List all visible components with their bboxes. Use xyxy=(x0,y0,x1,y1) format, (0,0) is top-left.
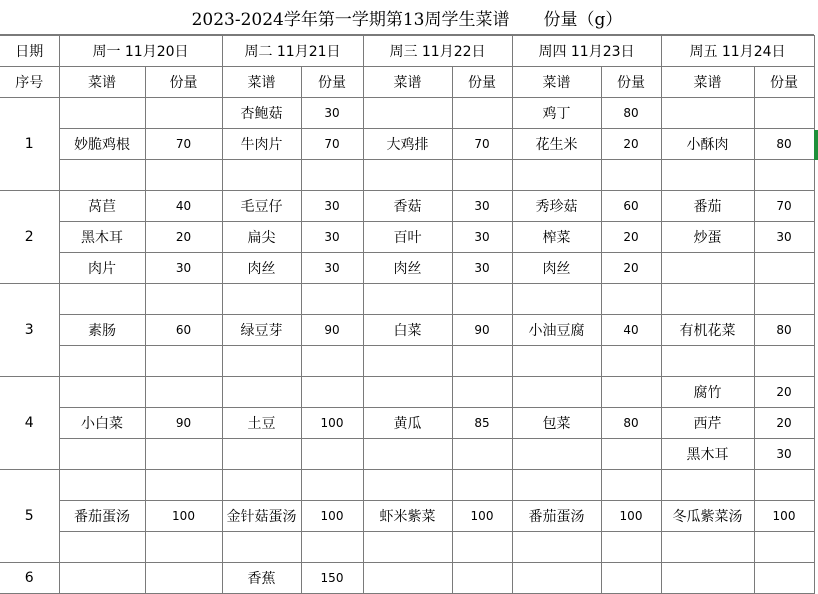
dish-cell[interactable]: 百叶 xyxy=(363,222,452,253)
qty-cell[interactable] xyxy=(754,160,814,191)
qty-cell[interactable] xyxy=(754,346,814,377)
dish-cell[interactable] xyxy=(222,160,301,191)
qty-cell[interactable]: 100 xyxy=(301,501,363,532)
qty-label-fri[interactable]: 份量 xyxy=(754,67,814,98)
qty-cell[interactable]: 20 xyxy=(754,408,814,439)
dish-cell[interactable] xyxy=(512,346,601,377)
date-label-cell[interactable]: 日期 xyxy=(0,36,59,67)
dish-cell[interactable]: 榨菜 xyxy=(512,222,601,253)
qty-cell[interactable]: 70 xyxy=(301,129,363,160)
qty-cell[interactable]: 90 xyxy=(301,315,363,346)
qty-cell[interactable] xyxy=(601,563,661,594)
table-row xyxy=(0,346,814,377)
dish-cell[interactable]: 土豆 xyxy=(222,408,301,439)
qty-cell[interactable]: 100 xyxy=(452,501,512,532)
index-cell[interactable]: 5 xyxy=(0,470,59,563)
dish-cell[interactable]: 香菇 xyxy=(363,191,452,222)
dish-cell[interactable] xyxy=(363,377,452,408)
qty-cell[interactable] xyxy=(145,160,222,191)
table-row xyxy=(0,439,814,470)
dish-cell[interactable]: 番茄蛋汤 xyxy=(512,501,601,532)
qty-cell[interactable] xyxy=(601,470,661,501)
table-row xyxy=(0,191,814,222)
dish-cell[interactable]: 鸡丁 xyxy=(512,98,601,129)
title-text: 2023-2024学年第一学期第13周学生菜谱 xyxy=(191,9,510,30)
dish-cell[interactable]: 秀珍菇 xyxy=(512,191,601,222)
qty-label-tue[interactable]: 份量 xyxy=(301,67,363,98)
qty-cell[interactable]: 30 xyxy=(301,222,363,253)
dish-cell[interactable]: 小白菜 xyxy=(59,408,145,439)
qty-cell[interactable]: 40 xyxy=(601,315,661,346)
qty-cell[interactable] xyxy=(601,377,661,408)
qty-cell[interactable] xyxy=(452,377,512,408)
qty-cell[interactable]: 90 xyxy=(145,408,222,439)
qty-cell[interactable]: 30 xyxy=(301,191,363,222)
dish-label-fri[interactable]: 菜谱 xyxy=(661,67,754,98)
qty-cell[interactable] xyxy=(145,439,222,470)
qty-cell[interactable]: 30 xyxy=(301,253,363,284)
qty-cell[interactable]: 20 xyxy=(145,222,222,253)
qty-cell[interactable] xyxy=(301,160,363,191)
dish-cell[interactable]: 牛肉片 xyxy=(222,129,301,160)
dish-cell[interactable]: 腐竹 xyxy=(661,377,754,408)
qty-cell[interactable] xyxy=(601,160,661,191)
day-header-mon[interactable]: 周一 11月20日 xyxy=(59,36,222,67)
dish-cell[interactable]: 妙脆鸡根 xyxy=(59,129,145,160)
dish-cell[interactable]: 肉片 xyxy=(59,253,145,284)
dish-cell[interactable] xyxy=(222,532,301,563)
dish-cell[interactable] xyxy=(363,532,452,563)
dish-cell[interactable] xyxy=(59,563,145,594)
qty-cell[interactable]: 30 xyxy=(301,98,363,129)
qty-cell[interactable]: 60 xyxy=(601,191,661,222)
dish-cell[interactable]: 黑木耳 xyxy=(59,222,145,253)
table-row xyxy=(0,532,814,563)
qty-cell[interactable]: 100 xyxy=(301,408,363,439)
dish-cell[interactable]: 小酥肉 xyxy=(661,129,754,160)
qty-cell[interactable] xyxy=(452,470,512,501)
qty-cell[interactable]: 20 xyxy=(601,222,661,253)
dish-cell[interactable] xyxy=(512,377,601,408)
dish-cell[interactable]: 肉丝 xyxy=(512,253,601,284)
dish-cell[interactable] xyxy=(222,439,301,470)
dish-cell[interactable]: 番茄蛋汤 xyxy=(59,501,145,532)
index-cell[interactable]: 2 xyxy=(0,191,59,284)
qty-cell[interactable]: 100 xyxy=(601,501,661,532)
sheet-title xyxy=(0,0,814,34)
dish-cell[interactable] xyxy=(661,160,754,191)
dish-cell[interactable]: 白菜 xyxy=(363,315,452,346)
dish-cell[interactable] xyxy=(222,377,301,408)
index-cell[interactable]: 4 xyxy=(0,377,59,470)
qty-cell[interactable]: 80 xyxy=(601,98,661,129)
dish-cell[interactable] xyxy=(512,563,601,594)
qty-cell[interactable]: 30 xyxy=(754,222,814,253)
dish-cell[interactable]: 大鸡排 xyxy=(363,129,452,160)
dish-cell[interactable]: 番茄 xyxy=(661,191,754,222)
qty-cell[interactable] xyxy=(301,377,363,408)
qty-cell[interactable]: 80 xyxy=(601,408,661,439)
qty-cell[interactable] xyxy=(452,284,512,315)
dish-cell[interactable] xyxy=(222,284,301,315)
dish-cell[interactable]: 花生米 xyxy=(512,129,601,160)
dish-cell[interactable] xyxy=(661,253,754,284)
dish-cell[interactable] xyxy=(222,470,301,501)
index-cell[interactable]: 1 xyxy=(0,98,59,191)
table-row xyxy=(0,222,814,253)
qty-cell[interactable] xyxy=(452,439,512,470)
qty-cell[interactable] xyxy=(145,98,222,129)
dish-cell[interactable]: 冬瓜紫菜汤 xyxy=(661,501,754,532)
dish-cell[interactable]: 黄瓜 xyxy=(363,408,452,439)
dish-cell[interactable] xyxy=(222,346,301,377)
dish-cell[interactable] xyxy=(512,284,601,315)
table-row xyxy=(0,470,814,501)
menu-table xyxy=(0,35,815,594)
qty-cell[interactable] xyxy=(754,532,814,563)
dish-cell[interactable]: 杏鲍菇 xyxy=(222,98,301,129)
day-header-thu[interactable]: 周四 11月23日 xyxy=(512,36,661,67)
dish-cell[interactable]: 扁尖 xyxy=(222,222,301,253)
qty-cell[interactable] xyxy=(754,470,814,501)
dish-label-tue[interactable]: 菜谱 xyxy=(222,67,301,98)
qty-label-thu[interactable]: 份量 xyxy=(601,67,661,98)
dish-cell[interactable] xyxy=(512,470,601,501)
dish-cell[interactable]: 虾米紫菜 xyxy=(363,501,452,532)
dish-cell[interactable] xyxy=(59,98,145,129)
qty-cell[interactable] xyxy=(754,284,814,315)
index-label-cell[interactable]: 序号 xyxy=(0,67,59,98)
qty-cell[interactable] xyxy=(601,346,661,377)
dish-cell[interactable] xyxy=(59,439,145,470)
dish-cell[interactable]: 肉丝 xyxy=(363,253,452,284)
dish-cell[interactable] xyxy=(59,346,145,377)
dish-cell[interactable] xyxy=(59,377,145,408)
dish-label-mon[interactable]: 菜谱 xyxy=(59,67,145,98)
qty-cell[interactable] xyxy=(301,346,363,377)
qty-cell[interactable] xyxy=(301,284,363,315)
dish-cell[interactable] xyxy=(661,532,754,563)
dish-cell[interactable] xyxy=(363,470,452,501)
dish-cell[interactable] xyxy=(363,98,452,129)
table-row xyxy=(0,129,814,160)
qty-cell[interactable]: 70 xyxy=(452,129,512,160)
qty-cell[interactable] xyxy=(145,470,222,501)
qty-cell[interactable]: 80 xyxy=(754,315,814,346)
dish-cell[interactable]: 炒蛋 xyxy=(661,222,754,253)
dish-cell[interactable] xyxy=(363,346,452,377)
table-row xyxy=(0,501,814,532)
dish-cell[interactable] xyxy=(661,563,754,594)
qty-cell[interactable] xyxy=(145,532,222,563)
qty-cell[interactable]: 40 xyxy=(145,191,222,222)
header-row-columns xyxy=(0,67,814,98)
table-row xyxy=(0,284,814,315)
qty-cell[interactable]: 70 xyxy=(145,129,222,160)
dish-cell[interactable] xyxy=(512,532,601,563)
dish-label-wed[interactable]: 菜谱 xyxy=(363,67,452,98)
dish-cell[interactable]: 肉丝 xyxy=(222,253,301,284)
dish-cell[interactable]: 莴苣 xyxy=(59,191,145,222)
qty-cell[interactable] xyxy=(601,284,661,315)
index-cell[interactable]: 3 xyxy=(0,284,59,377)
qty-cell[interactable]: 20 xyxy=(601,253,661,284)
qty-cell[interactable] xyxy=(145,377,222,408)
qty-cell[interactable]: 30 xyxy=(452,253,512,284)
qty-cell[interactable] xyxy=(301,439,363,470)
dish-cell[interactable]: 有机花菜 xyxy=(661,315,754,346)
qty-cell[interactable]: 150 xyxy=(301,563,363,594)
dish-cell[interactable]: 小油豆腐 xyxy=(512,315,601,346)
table-row xyxy=(0,160,814,191)
dish-label-thu[interactable]: 菜谱 xyxy=(512,67,601,98)
dish-cell[interactable]: 素肠 xyxy=(59,315,145,346)
dish-cell[interactable] xyxy=(59,470,145,501)
qty-cell[interactable] xyxy=(452,346,512,377)
qty-cell[interactable]: 80 xyxy=(754,129,814,160)
table-row xyxy=(0,563,814,594)
dish-cell[interactable] xyxy=(661,98,754,129)
dish-cell[interactable] xyxy=(661,346,754,377)
qty-cell[interactable]: 60 xyxy=(145,315,222,346)
dish-cell[interactable] xyxy=(512,160,601,191)
table-row xyxy=(0,408,814,439)
qty-cell[interactable] xyxy=(301,470,363,501)
qty-cell[interactable]: 90 xyxy=(452,315,512,346)
qty-cell[interactable]: 30 xyxy=(452,222,512,253)
qty-cell[interactable] xyxy=(601,532,661,563)
dish-cell[interactable]: 包菜 xyxy=(512,408,601,439)
dish-cell[interactable] xyxy=(363,284,452,315)
qty-cell[interactable] xyxy=(301,532,363,563)
qty-cell[interactable] xyxy=(452,532,512,563)
qty-cell[interactable]: 100 xyxy=(754,501,814,532)
dish-cell[interactable]: 黑木耳 xyxy=(661,439,754,470)
dish-cell[interactable] xyxy=(661,284,754,315)
dish-cell[interactable]: 西芹 xyxy=(661,408,754,439)
qty-cell[interactable]: 20 xyxy=(601,129,661,160)
header-row-date xyxy=(0,36,814,67)
table-row xyxy=(0,315,814,346)
qty-cell[interactable] xyxy=(452,563,512,594)
qty-cell[interactable]: 30 xyxy=(145,253,222,284)
qty-label-mon[interactable]: 份量 xyxy=(145,67,222,98)
dish-cell[interactable] xyxy=(363,563,452,594)
qty-cell[interactable] xyxy=(601,439,661,470)
dish-cell[interactable] xyxy=(363,439,452,470)
qty-cell[interactable] xyxy=(754,253,814,284)
dish-cell[interactable] xyxy=(512,439,601,470)
qty-cell[interactable]: 20 xyxy=(754,377,814,408)
qty-cell[interactable]: 85 xyxy=(452,408,512,439)
qty-cell[interactable]: 30 xyxy=(452,191,512,222)
dish-cell[interactable] xyxy=(59,532,145,563)
dish-cell[interactable]: 绿豆芽 xyxy=(222,315,301,346)
dish-cell[interactable] xyxy=(59,284,145,315)
qty-cell[interactable]: 70 xyxy=(754,191,814,222)
dish-cell[interactable]: 金针菇蛋汤 xyxy=(222,501,301,532)
dish-cell[interactable]: 香蕉 xyxy=(222,563,301,594)
dish-cell[interactable]: 毛豆仔 xyxy=(222,191,301,222)
table-row xyxy=(0,377,814,408)
title-unit: 份量（g） xyxy=(543,9,623,30)
scroll-marker xyxy=(814,130,818,160)
index-cell[interactable]: 6 xyxy=(0,563,59,594)
qty-label-wed[interactable]: 份量 xyxy=(452,67,512,98)
table-row xyxy=(0,253,814,284)
dish-cell[interactable] xyxy=(363,160,452,191)
qty-cell[interactable] xyxy=(452,160,512,191)
qty-cell[interactable] xyxy=(754,98,814,129)
day-header-tue[interactable]: 周二 11月21日 xyxy=(222,36,363,67)
qty-cell[interactable]: 100 xyxy=(145,501,222,532)
qty-cell[interactable] xyxy=(754,563,814,594)
table-row xyxy=(0,98,814,129)
qty-cell[interactable]: 30 xyxy=(754,439,814,470)
qty-cell[interactable] xyxy=(452,98,512,129)
dish-cell[interactable] xyxy=(661,470,754,501)
qty-cell[interactable] xyxy=(145,284,222,315)
dish-cell[interactable] xyxy=(59,160,145,191)
qty-cell[interactable] xyxy=(145,563,222,594)
day-header-fri[interactable]: 周五 11月24日 xyxy=(661,36,814,67)
day-header-wed[interactable]: 周三 11月22日 xyxy=(363,36,512,67)
qty-cell[interactable] xyxy=(145,346,222,377)
